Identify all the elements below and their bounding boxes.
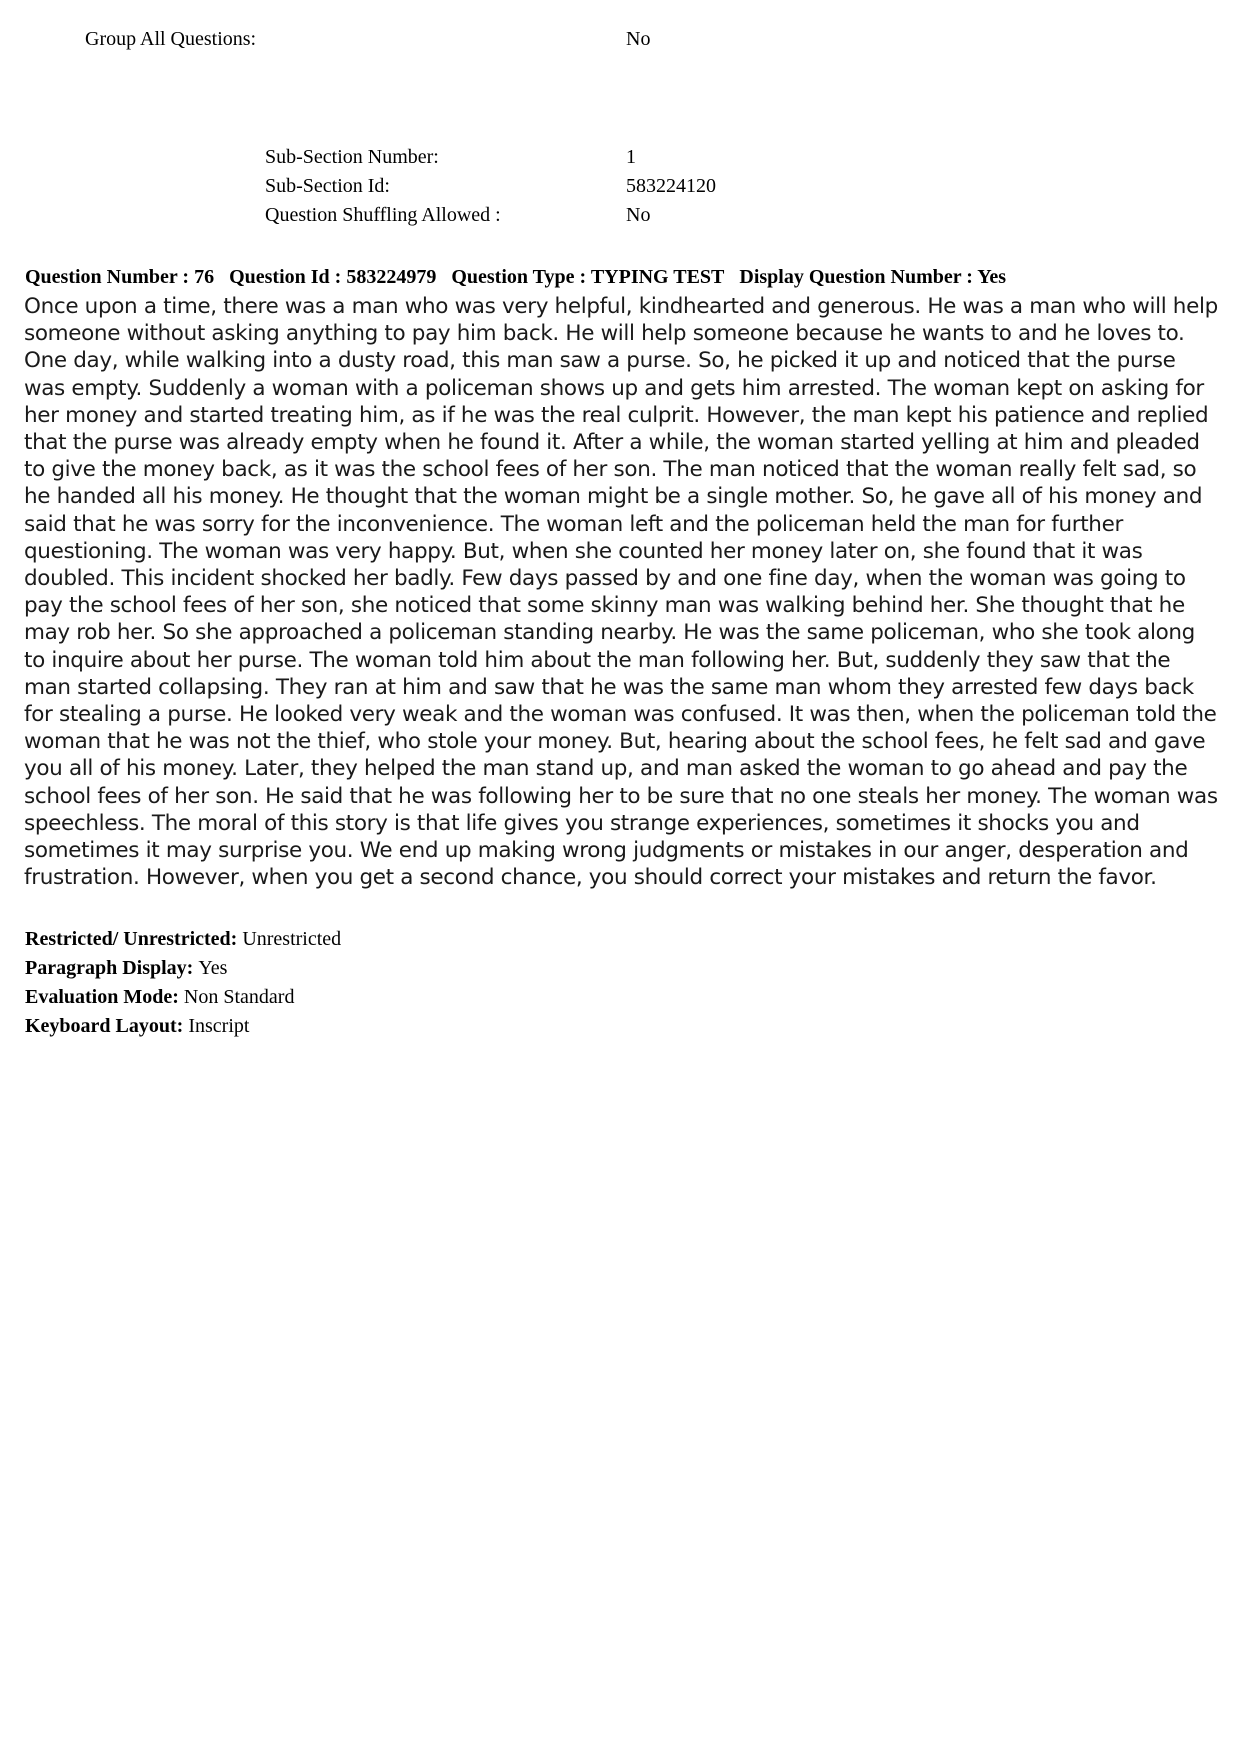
subsection-id-value: 583224120 (626, 175, 716, 197)
evaluation-mode-row (25, 983, 725, 1012)
question-meta (25, 925, 725, 1041)
display-question-number: Display Question Number : Yes (739, 266, 1007, 288)
subsection-number-value: 1 (626, 146, 636, 168)
group-all-questions-label: Group All Questions: (85, 28, 257, 50)
question-header (25, 264, 1215, 290)
keyboard-layout-row (25, 1012, 725, 1041)
restricted-row (25, 925, 725, 954)
restricted-value: Unrestricted (242, 928, 342, 950)
typing-test-passage: Once upon a time, there was a man who was very helpful, kindhearted and generous. He was a man who will help someone without asking anything to pay him back. He will help someone because he wants to and he loves to. One day, while walking into a dusty road, this man saw a purse. So, he picked it up and noticed that the purse was empty. Suddenly a woman with a policeman shows up and gets him arrested. The woman kept on asking for her money and started treating him, as if he was the real culprit. However, the man kept his patience and replied that the purse was already empty when he found it. After a while, the woman started yelling at him and pleaded to give the money back, as it was the school fees of her son. The man noticed that the woman really felt sad, so he handed all his money. He thought that the woman might be a single mother. So, he gave all of his money and said that he was sorry for the inconvenience. The woman left and the policeman held the man for further questioning. The woman was very happy. But, when she counted her money later on, she found that it was doubled. This incident shocked her badly. Few days passed by and one fine day, when the woman was going to pay the school fees of her son, she noticed that some skinny man was walking behind her. She thought that he may rob her. So she approached a policeman standing nearby. He was the same policeman, who she took along to inquire about her purse. The woman told him about the man following her. But, suddenly they saw that the man started collapsing. They ran at him and saw that he was the same man whom they arrested few days back for stealing a purse. He looked very weak and the woman was confused. It was then, when the policeman told the woman that he was not the thief, who stole your money. But, hearing about the school fees, he felt sad and gave you all of his money. Later, they helped the man stand up, and man asked the woman to go ahead and pay the school fees of her son. He said that he was following her to be sure that no one steals her money. The woman was speechless. The moral of this story is that life gives you strange experiences, sometimes it shocks you and sometimes it may surprise you. We end up making wrong judgments or mistakes in our anger, desperation and frustration. However, when you get a second chance, you should correct your mistakes and return the favor. (24, 294, 1218, 891)
evaluation-mode-label: Evaluation Mode: (25, 986, 184, 1008)
question-shuffling-value: No (626, 204, 651, 226)
question-type: Question Type : TYPING TEST (451, 266, 725, 288)
subsection-number-label: Sub-Section Number: (265, 146, 439, 168)
subsection-id-label: Sub-Section Id: (265, 175, 390, 197)
paragraph-display-value: Yes (198, 957, 228, 979)
paragraph-display-row (25, 954, 725, 983)
subsection-number-row (265, 143, 965, 172)
restricted-label: Restricted/ Unrestricted: (25, 928, 243, 950)
question-id: Question Id : 583224979 (229, 266, 437, 288)
keyboard-layout-label: Keyboard Layout: (25, 1015, 189, 1037)
paragraph-display-label: Paragraph Display: (25, 957, 199, 979)
evaluation-mode-value: Non Standard (183, 986, 295, 1008)
group-all-questions-value: No (626, 28, 651, 50)
subsection-id-row (265, 172, 965, 201)
question-shuffling-row (265, 201, 965, 230)
question-shuffling-label: Question Shuffling Allowed : (265, 204, 501, 226)
keyboard-layout-value: Inscript (188, 1015, 250, 1037)
subsection-info (265, 143, 965, 230)
question-number: Question Number : 76 (25, 266, 215, 288)
